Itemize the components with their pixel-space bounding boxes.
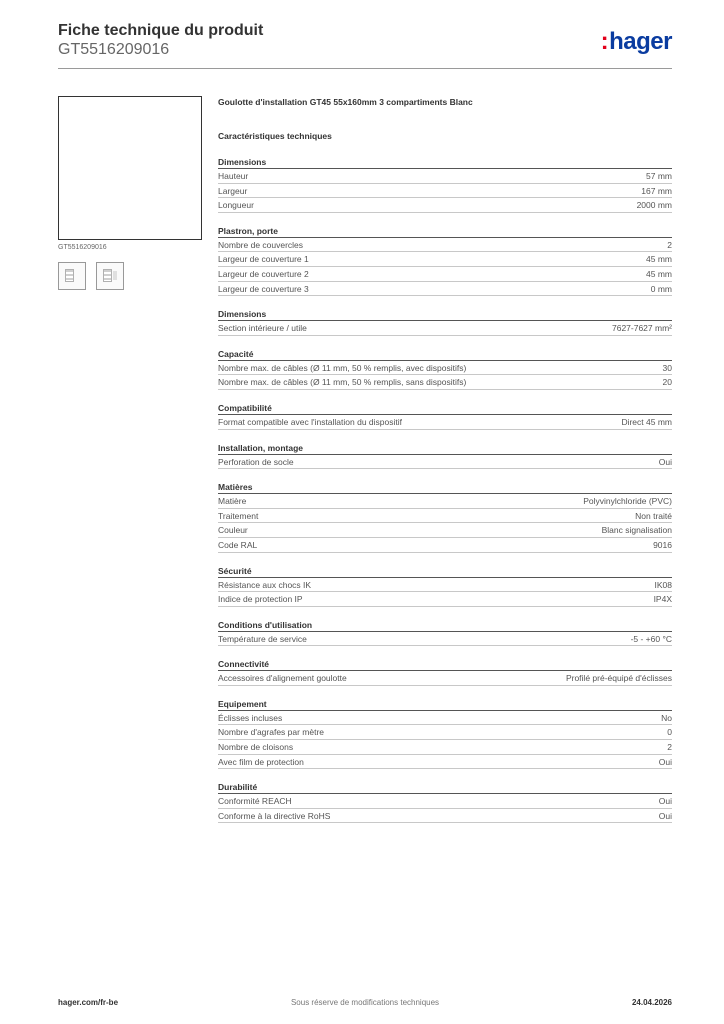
spec-value: Oui bbox=[658, 756, 672, 767]
spec-value: 2000 mm bbox=[636, 200, 672, 211]
spec-value: Direct 45 mm bbox=[621, 416, 672, 427]
spec-row bbox=[218, 198, 672, 213]
spec-value: Oui bbox=[658, 810, 672, 821]
spec-value: 0 bbox=[667, 727, 672, 738]
section-title: Installation, montage bbox=[218, 442, 672, 455]
spec-section bbox=[218, 481, 672, 552]
product-thumbnail-1[interactable] bbox=[58, 262, 86, 290]
spec-row bbox=[218, 282, 672, 297]
spec-value: IK08 bbox=[654, 579, 672, 590]
spec-value: 2 bbox=[667, 742, 672, 753]
footer-note: Sous réserve de modifications techniques bbox=[290, 998, 440, 1007]
spec-value: 0 mm bbox=[650, 283, 672, 294]
spec-section bbox=[218, 225, 672, 296]
spec-row bbox=[218, 578, 672, 593]
spec-value: Profilé pré-équipé d'éclisses bbox=[565, 673, 672, 684]
spec-sections bbox=[218, 156, 672, 823]
spec-section bbox=[218, 156, 672, 213]
spec-row bbox=[218, 740, 672, 755]
spec-row bbox=[218, 455, 672, 470]
spec-label: Largeur de couverture 3 bbox=[218, 283, 309, 294]
spec-row bbox=[218, 238, 672, 253]
spec-row bbox=[218, 169, 672, 184]
spec-value: 57 mm bbox=[646, 171, 672, 181]
section-title: Capacité bbox=[218, 348, 672, 361]
spec-row bbox=[218, 361, 672, 376]
spec-label: Conforme à la directive RoHS bbox=[218, 810, 331, 821]
spec-value: Non traité bbox=[635, 510, 672, 521]
spec-value: 45 mm bbox=[646, 254, 672, 265]
spec-label: Conformité REACH bbox=[218, 796, 292, 807]
header-divider bbox=[58, 68, 672, 69]
spec-row bbox=[218, 375, 672, 390]
spec-row bbox=[218, 794, 672, 809]
spec-row bbox=[218, 538, 672, 553]
spec-label: Section intérieure / utile bbox=[218, 323, 307, 334]
image-reference: GT5516209016 bbox=[58, 244, 107, 251]
spec-row bbox=[218, 267, 672, 282]
document-thumbnail-icon bbox=[65, 269, 74, 282]
spec-row bbox=[218, 755, 672, 770]
spec-label: Nombre d'agrafes par mètre bbox=[218, 727, 325, 738]
spec-value: 2 bbox=[667, 239, 672, 250]
spec-label: Accessoires d'alignement goulotte bbox=[218, 673, 347, 684]
section-title: Sécurité bbox=[218, 565, 672, 578]
spec-label: Code RAL bbox=[218, 539, 258, 550]
technical-content bbox=[218, 96, 672, 823]
spec-label: Traitement bbox=[218, 510, 259, 521]
spec-label: Indice de protection IP bbox=[218, 594, 303, 605]
spec-section bbox=[218, 698, 672, 769]
spec-value: Oui bbox=[658, 456, 672, 467]
spec-value: Polyvinylchloride (PVC) bbox=[583, 496, 672, 507]
section-title: Durabilité bbox=[218, 781, 672, 794]
spec-row bbox=[218, 809, 672, 824]
spec-label: Éclisses incluses bbox=[218, 712, 283, 723]
spec-row bbox=[218, 711, 672, 726]
product-image bbox=[58, 96, 202, 240]
spec-label: Hauteur bbox=[218, 171, 249, 181]
spec-row bbox=[218, 321, 672, 336]
spec-section bbox=[218, 658, 672, 686]
spec-label: Nombre max. de câbles (Ø 11 mm, 50 % remplis, sans dispositifs) bbox=[218, 377, 467, 388]
spec-value: 45 mm bbox=[646, 268, 672, 279]
footer-date: 24.04.2026 bbox=[631, 998, 672, 1007]
document-title: Fiche technique du produit bbox=[58, 22, 264, 39]
spec-value: 20 bbox=[662, 377, 672, 388]
spec-row bbox=[218, 592, 672, 607]
spec-label: Format compatible avec l'installation du dispositif bbox=[218, 416, 402, 427]
spec-label: Largeur de couverture 1 bbox=[218, 254, 309, 265]
spec-section bbox=[218, 402, 672, 430]
spec-label: Largeur bbox=[218, 185, 248, 196]
thumbnail-detail bbox=[113, 271, 117, 280]
spec-row bbox=[218, 671, 672, 686]
spec-value: 167 mm bbox=[641, 185, 672, 196]
spec-section bbox=[218, 442, 672, 470]
logo-colon: : bbox=[600, 28, 609, 55]
spec-section bbox=[218, 781, 672, 823]
product-thumbnail-2[interactable] bbox=[96, 262, 124, 290]
technical-heading: Caractéristiques techniques bbox=[218, 131, 332, 141]
hager-logo bbox=[601, 28, 672, 56]
spec-section bbox=[218, 565, 672, 607]
section-title: Matières bbox=[218, 481, 672, 494]
spec-label: Nombre de couvercles bbox=[218, 239, 304, 250]
spec-label: Avec film de protection bbox=[218, 756, 304, 767]
spec-value: 7627-7627 mm² bbox=[611, 323, 672, 334]
spec-row bbox=[218, 509, 672, 524]
spec-value: -5 - +60 °C bbox=[630, 633, 672, 644]
spec-row bbox=[218, 725, 672, 740]
section-title: Connectivité bbox=[218, 658, 672, 671]
product-name: Goulotte d'installation GT45 55x160mm 3 compartiments Blanc bbox=[218, 97, 473, 107]
spec-label: Température de service bbox=[218, 633, 307, 644]
spec-section bbox=[218, 619, 672, 647]
page-header bbox=[58, 22, 672, 68]
section-title: Dimensions bbox=[218, 308, 672, 321]
spec-value: 30 bbox=[662, 362, 672, 373]
spec-row bbox=[218, 184, 672, 199]
spec-label: Perforation de socle bbox=[218, 456, 294, 467]
footer-website-link[interactable]: hager.com/fr-be bbox=[58, 998, 119, 1007]
spec-label: Nombre de cloisons bbox=[218, 742, 294, 753]
spec-label: Largeur de couverture 2 bbox=[218, 268, 309, 279]
spec-value: IP4X bbox=[653, 594, 672, 605]
section-title: Equipement bbox=[218, 698, 672, 711]
spec-value: 9016 bbox=[653, 539, 672, 550]
section-title: Conditions d'utilisation bbox=[218, 619, 672, 632]
section-title: Plastron, porte bbox=[218, 225, 672, 238]
document-reference: GT5516209016 bbox=[58, 41, 170, 58]
spec-row bbox=[218, 415, 672, 430]
document-thumbnail-icon bbox=[103, 269, 112, 282]
spec-row bbox=[218, 632, 672, 647]
spec-section bbox=[218, 348, 672, 390]
spec-label: Longueur bbox=[218, 200, 254, 211]
spec-row bbox=[218, 252, 672, 267]
spec-label: Matière bbox=[218, 496, 247, 507]
spec-label: Résistance aux chocs IK bbox=[218, 579, 312, 590]
spec-row bbox=[218, 523, 672, 538]
spec-value: Oui bbox=[658, 796, 672, 807]
spec-value: Blanc signalisation bbox=[601, 525, 672, 536]
spec-label: Couleur bbox=[218, 525, 248, 536]
section-title: Compatibilité bbox=[218, 402, 672, 415]
spec-section bbox=[218, 308, 672, 336]
section-title: Dimensions bbox=[218, 156, 672, 169]
logo-text: hager bbox=[609, 28, 672, 55]
spec-label: Nombre max. de câbles (Ø 11 mm, 50 % remplis, avec dispositifs) bbox=[218, 362, 467, 373]
spec-row bbox=[218, 494, 672, 509]
spec-value: No bbox=[661, 712, 672, 723]
